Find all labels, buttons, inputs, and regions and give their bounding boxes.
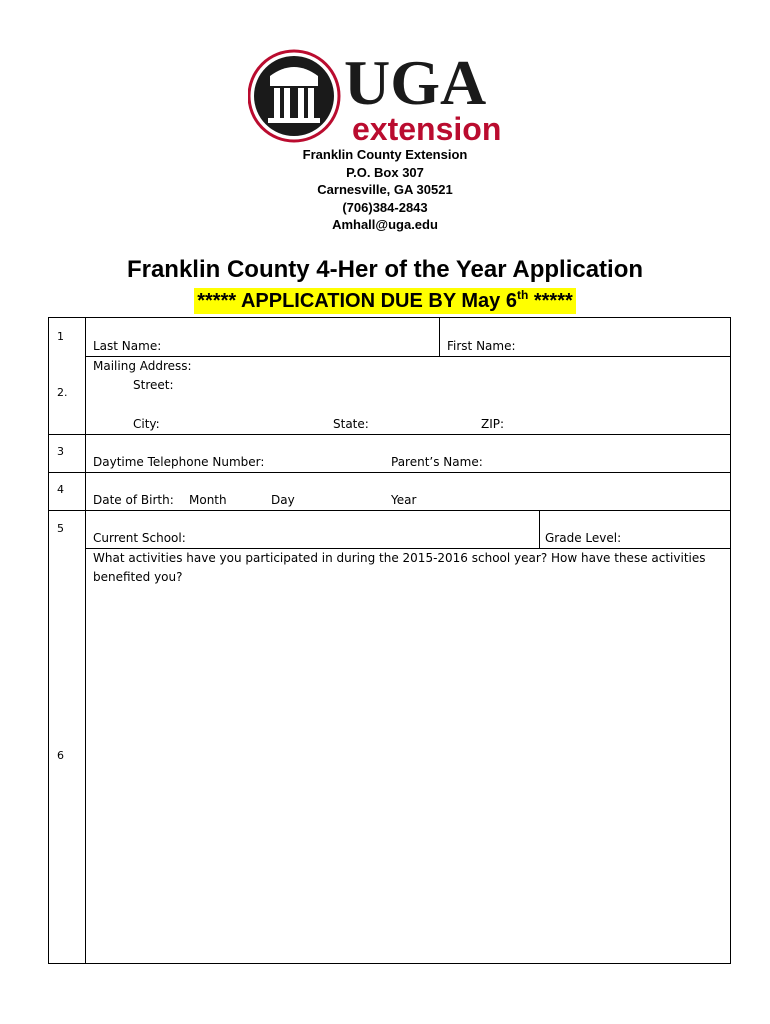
- due-notice-superscript: th: [516, 288, 529, 302]
- number-column-divider: [85, 318, 86, 963]
- zip-field[interactable]: ZIP:: [481, 417, 505, 431]
- row-number-4: 4: [57, 483, 64, 496]
- row-number-2: 2.: [57, 386, 68, 399]
- address-line-email: Amhall@uga.edu: [332, 217, 438, 232]
- address-block: [0, 146, 770, 234]
- row-number-6: 6: [57, 749, 64, 762]
- row3-bottom-line: [49, 472, 730, 473]
- address-line-phone: (706)384-2843: [342, 199, 428, 215]
- row1-divider: [439, 318, 440, 356]
- birth-day-field[interactable]: Day: [271, 493, 295, 507]
- row5-divider: [539, 510, 540, 548]
- grade-level-field[interactable]: Grade Level:: [545, 531, 622, 545]
- parent-name-field[interactable]: Parent’s Name:: [391, 455, 483, 469]
- row-number-5: 5: [57, 522, 64, 535]
- due-notice-wrap: [0, 288, 770, 314]
- mailing-address-label: Mailing Address:: [93, 359, 192, 373]
- date-of-birth-label: Date of Birth:: [93, 493, 174, 507]
- activities-answer-area[interactable]: [89, 590, 727, 960]
- application-form-table: [48, 317, 731, 964]
- street-field[interactable]: Street:: [133, 378, 174, 392]
- row4-bottom-line: [49, 510, 730, 511]
- address-line-box: P.O. Box 307: [346, 164, 424, 180]
- address-line-org: Franklin County Extension: [302, 147, 468, 162]
- row-number-3: 3: [57, 445, 64, 458]
- address-line-city: Carnesville, GA 30521: [317, 182, 453, 197]
- first-name-field[interactable]: First Name:: [447, 339, 516, 353]
- city-field[interactable]: City:: [133, 417, 160, 431]
- due-notice-prefix: ***** APPLICATION DUE BY May 6: [197, 290, 517, 312]
- birth-year-field[interactable]: Year: [391, 493, 417, 507]
- activities-question: What activities have you participated in during the 2015-2016 school year? How have these activities benefited you?: [93, 551, 706, 584]
- due-notice-suffix: *****: [528, 290, 573, 312]
- state-field[interactable]: State:: [333, 417, 369, 431]
- birth-month-field[interactable]: Month: [189, 493, 227, 507]
- row2-bottom-line: [49, 434, 730, 435]
- uga-arch-icon: [248, 44, 524, 148]
- last-name-field[interactable]: Last Name:: [93, 339, 162, 353]
- uga-extension-logo: [248, 44, 524, 148]
- daytime-phone-field[interactable]: Daytime Telephone Number:: [93, 455, 265, 469]
- row1-bottom-line: [85, 356, 730, 357]
- page-title: Franklin County 4-Her of the Year Application: [126, 256, 644, 283]
- current-school-field[interactable]: Current School:: [93, 531, 186, 545]
- row-number-1: 1: [57, 330, 64, 343]
- logo-brand-text: UGA: [344, 47, 487, 118]
- due-notice: [194, 288, 576, 314]
- logo-sub-text: extension: [352, 111, 502, 147]
